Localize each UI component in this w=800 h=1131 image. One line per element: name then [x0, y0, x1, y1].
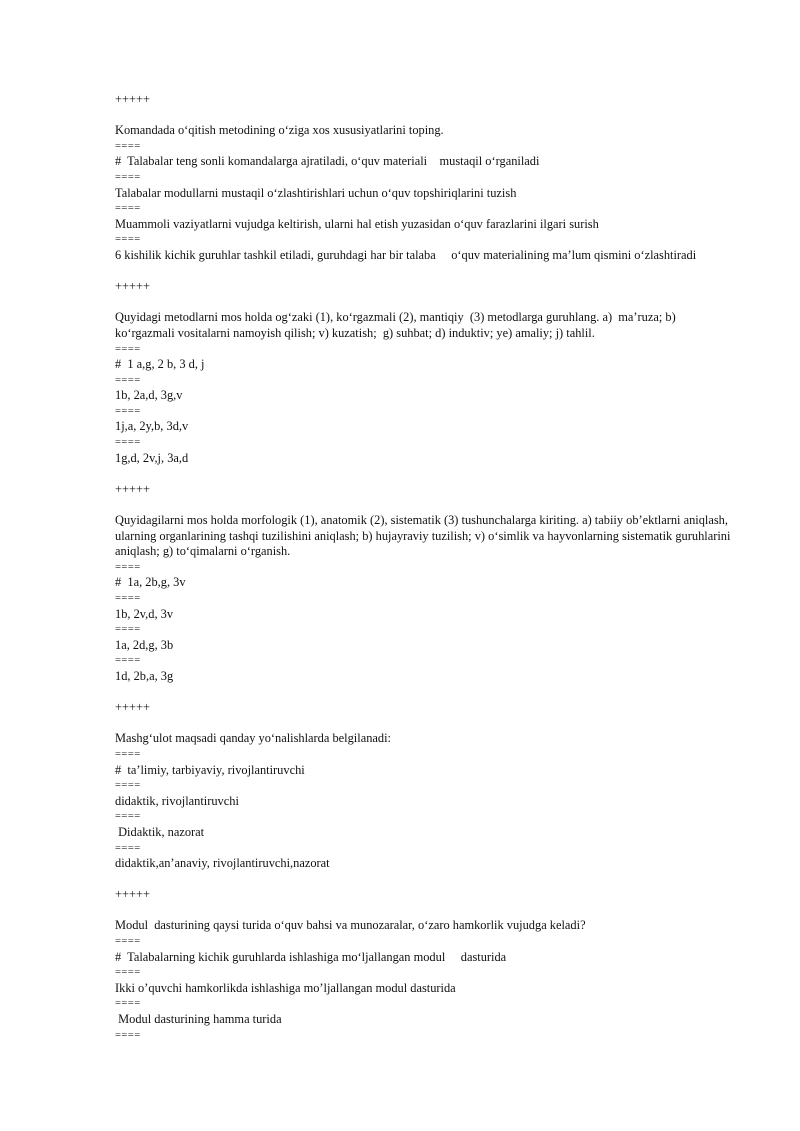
answer-separator: ==== [115, 655, 141, 667]
question-block [115, 700, 735, 887]
answer-option: Muammoli vaziyatlarni vujudga keltirish, ularni hal etish yuzasidan o‘quv farazlarini ilgari surish [115, 216, 599, 231]
block-separator: +++++ [115, 887, 150, 902]
answer-option: 1g,d, 2v,j, 3a,d [115, 450, 189, 465]
answer-separator: ==== [115, 343, 141, 355]
answer-separator: ==== [115, 561, 141, 573]
answer-option: Talabalar modullarni mustaqil o‘zlashtirishlari uchun o‘quv topshiriqlarini tuzish [115, 185, 517, 200]
answer-option: Modul dasturining hamma turida [115, 1012, 282, 1027]
block-separator: +++++ [115, 700, 150, 715]
answer-option: Ikki o’quvchi hamkorlikda ishlashiga mo’ljallangan modul dasturida [115, 980, 456, 995]
answer-option: # 1 a,g, 2 b, 3 d, j [115, 357, 205, 372]
question-text: Quyidagilarni mos holda morfologik (1), anatomik (2), sistematik (3) tushunchalarga kiriting. a) tabiiy ob’ektlarni aniqlash, ularning organlarining tashqi tuzilishini aniqlash; b) hujayraviy tuzilish; v) o‘simlik va hayvonlarning sistematik guruhlarini aniqlash; g) to‘qimalarni o‘rganish. [115, 513, 734, 559]
question-block [115, 887, 735, 1043]
question-text: Mashg‘ulot maqsadi qanday yo‘nalishlarda belgilanadi: [115, 731, 391, 746]
answer-separator: ==== [115, 811, 141, 823]
answer-option: # Talabalarning kichik guruhlarda ishlashiga mo‘ljallangan modul dasturida [115, 949, 507, 964]
answer-option: 1b, 2a,d, 3g,v [115, 388, 183, 403]
block-separator: +++++ [115, 481, 150, 496]
answer-separator: ==== [115, 437, 141, 449]
answer-option: didaktik, rivojlantiruvchi [115, 793, 239, 808]
answer-separator: ==== [115, 967, 141, 979]
question-block [115, 482, 735, 700]
question-text: Modul dasturining qaysi turida o‘quv bahsi va munozaralar, o‘zaro hamkorlik vujudga keladi? [115, 918, 586, 933]
answer-separator: ==== [115, 998, 141, 1010]
question-block [115, 92, 735, 279]
block-separator: +++++ [115, 279, 150, 294]
answer-separator: ==== [115, 748, 141, 760]
answer-separator: ==== [115, 842, 141, 854]
answer-separator: ==== [115, 140, 141, 152]
question-block [115, 279, 735, 482]
answer-option: 1d, 2b,a, 3g [115, 668, 174, 683]
block-separator: +++++ [115, 92, 150, 106]
answer-option: 6 kishilik kichik guruhlar tashkil etiladi, guruhdagi har bir talaba o‘quv materialining ma’lum qismini o‘zlashtiradi [115, 247, 697, 262]
answer-separator: ==== [115, 234, 141, 246]
answer-separator: ==== [115, 936, 141, 948]
answer-option: didaktik,an’anaviy, rivojlantiruvchi,nazorat [115, 856, 330, 871]
answer-option: # ta’limiy, tarbiyaviy, rivojlantiruvchi [115, 762, 305, 777]
answer-separator: ==== [115, 405, 141, 417]
answer-option: 1j,a, 2y,b, 3d,v [115, 419, 189, 434]
question-text: Komandada o‘qitish metodining o‘ziga xos xususiyatlarini toping. [115, 123, 444, 138]
answer-option: 1a, 2d,g, 3b [115, 637, 174, 652]
answer-separator: ==== [115, 780, 141, 792]
answer-separator: ==== [115, 374, 141, 386]
answer-separator: ==== [115, 593, 141, 604]
answer-option: # Talabalar teng sonli komandalarga ajratiladi, o‘quv materiali mustaqil o‘rganiladi [115, 154, 540, 169]
answer-separator: ==== [115, 1029, 141, 1041]
answer-option: 1b, 2v,d, 3v [115, 606, 174, 621]
document-page [115, 92, 735, 1043]
answer-option: # 1a, 2b,g, 3v [115, 575, 186, 590]
answer-separator: ==== [115, 171, 141, 183]
answer-separator: ==== [115, 203, 141, 215]
answer-option: Didaktik, nazorat [115, 824, 205, 839]
question-text: Quyidagi metodlarni mos holda og‘zaki (1), ko‘rgazmali (2), mantiqiy (3) metodlarga guruhlang. a) ma’ruza; b) ko‘rgazmali vositalarni namoyish qilish; v) kuzatish; g) suhbat; d) induktiv; ye) amaliy; j) tahlil. [115, 310, 679, 340]
answer-separator: ==== [115, 624, 141, 636]
